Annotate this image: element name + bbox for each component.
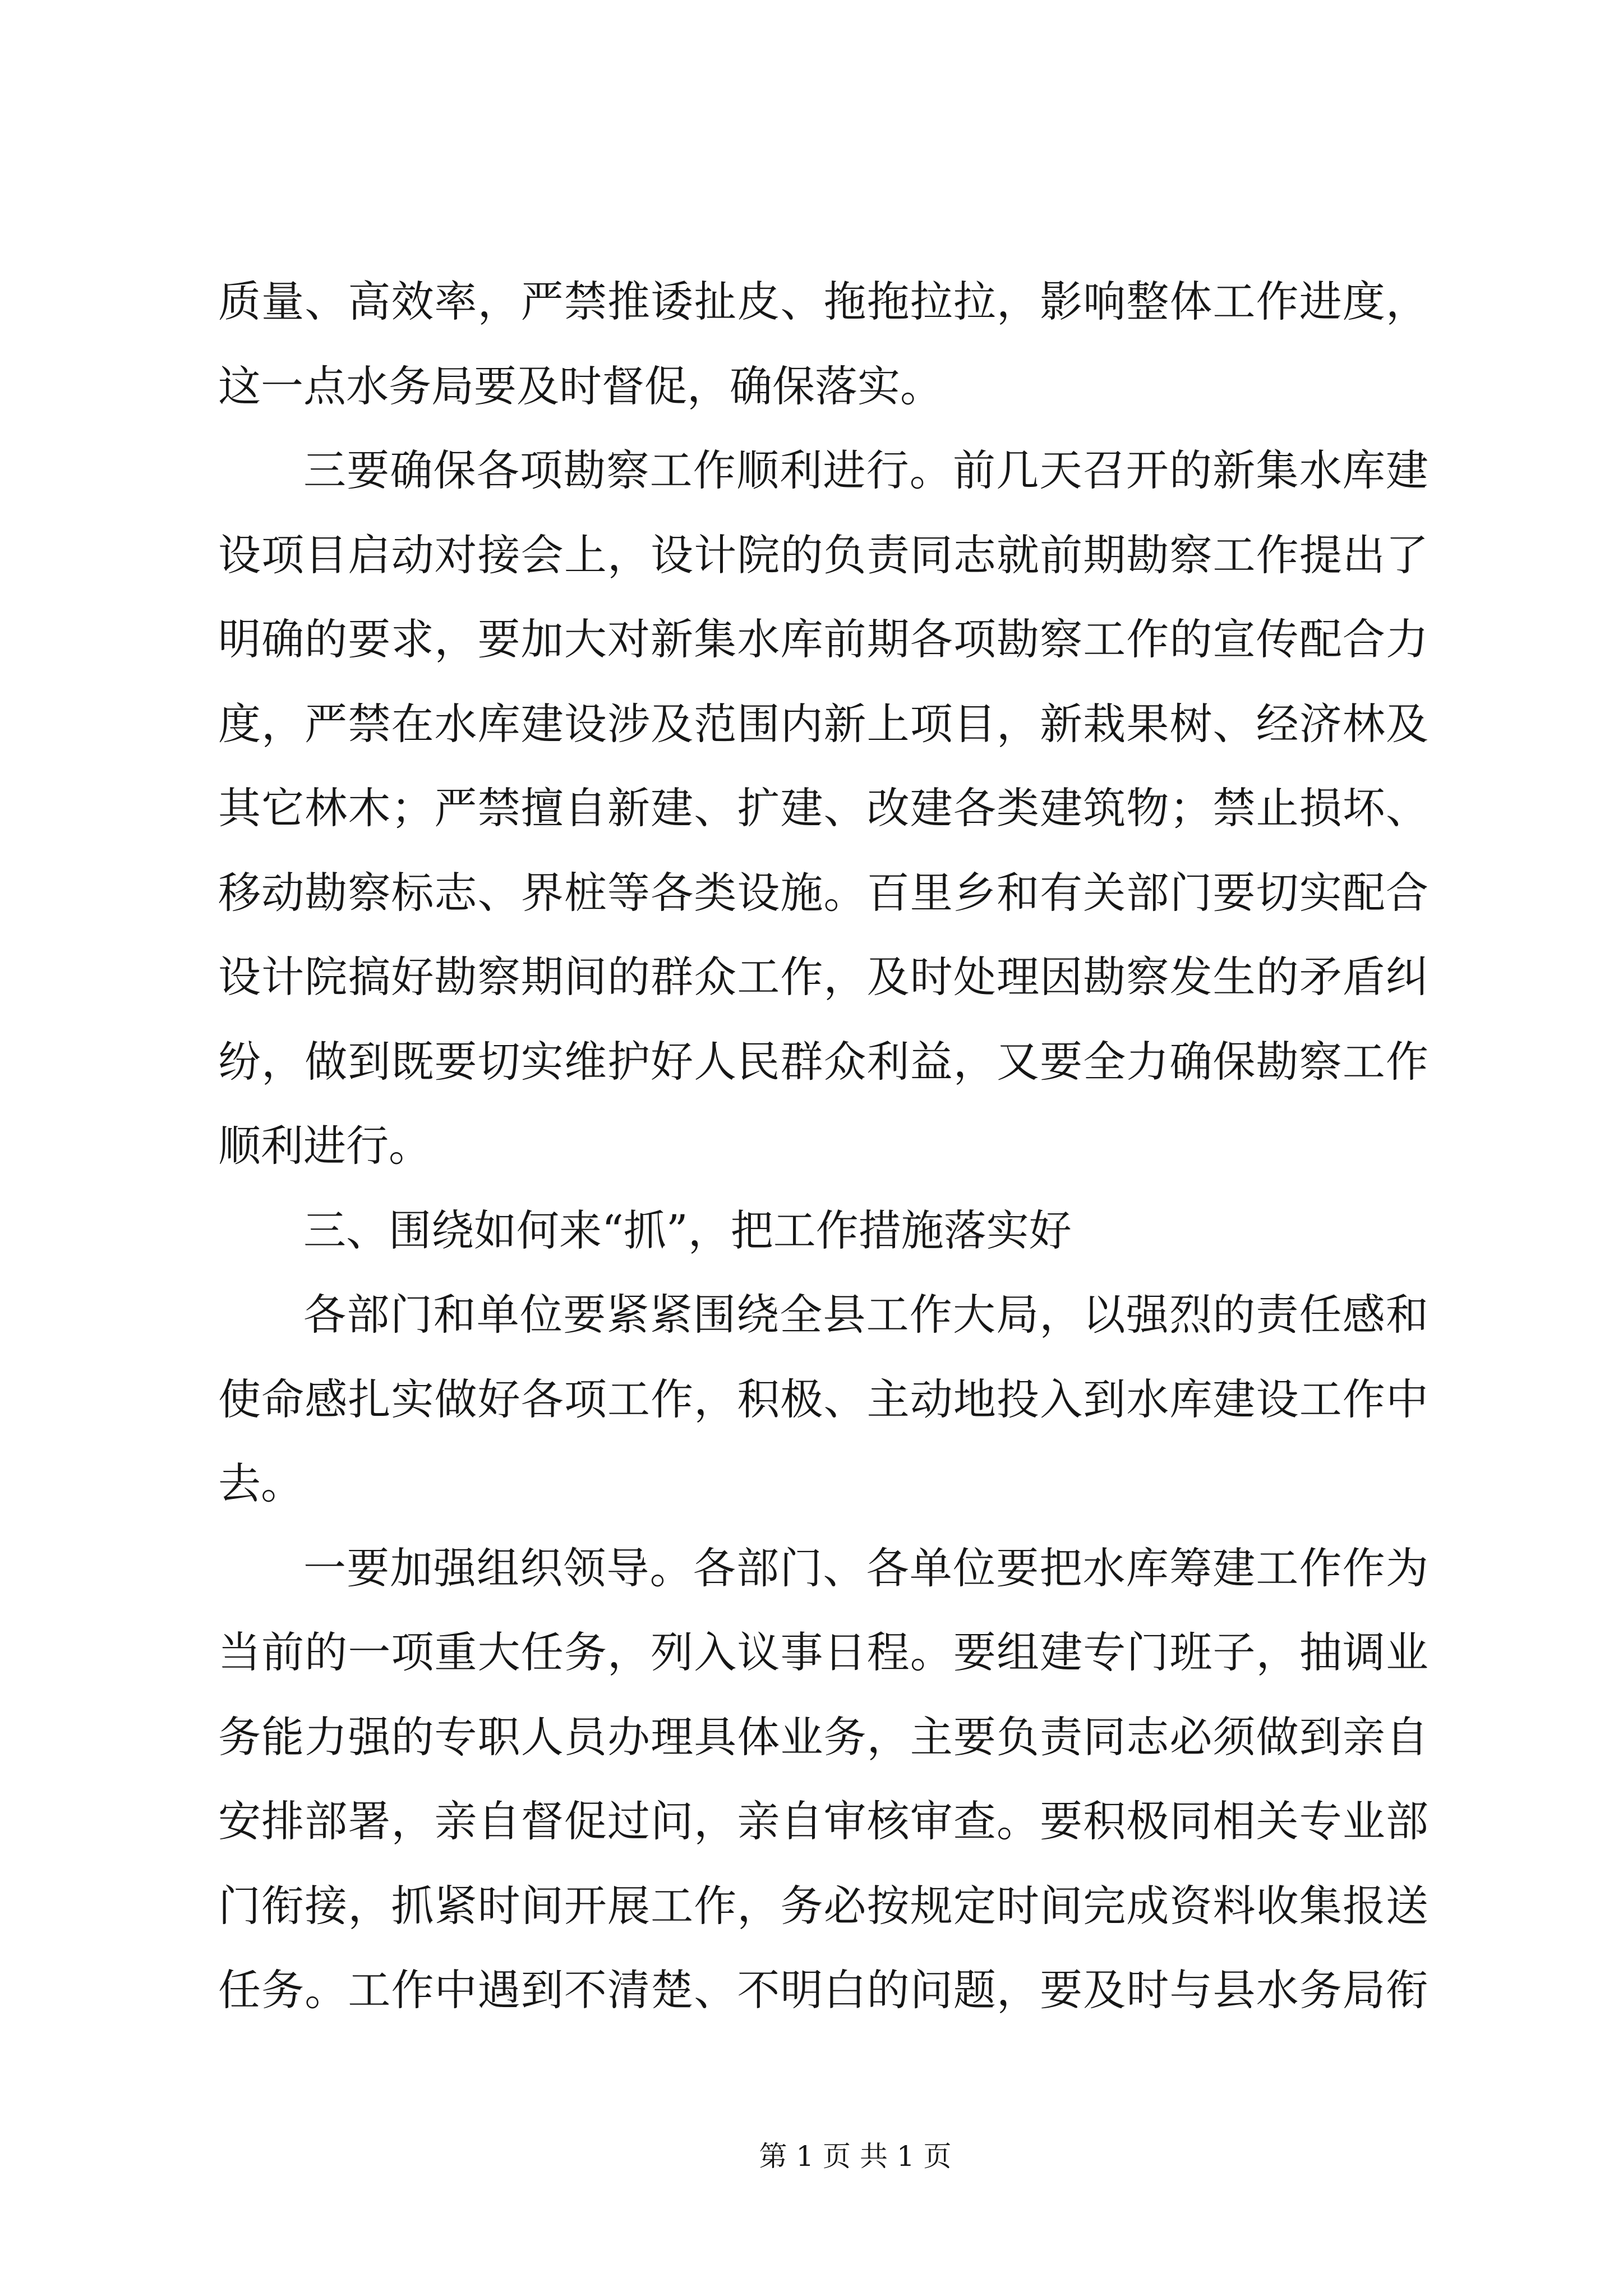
paragraph-continuation [218,260,1428,429]
body-line: 任务。工作中遇到不清楚、不明白的问题，要及时与县水务局衔 [218,1965,1428,2015]
body-line: 度，严禁在水库建设涉及范围内新上项目，新栽果树、经济林及 [218,698,1428,749]
body-line: 各部门和单位要紧紧围绕全县工作大局，以强烈的责任感和 [303,1290,1428,1340]
document-body [218,260,1428,2033]
body-line: 这一点水务局要及时督促，确保落实。 [218,361,943,411]
body-line: 门衔接，抓紧时间开展工作，务必按规定时间完成资料收集报送 [218,1880,1428,1931]
body-line: 纷，做到既要切实维护好人民群众利益，又要全力确保勘察工作 [218,1036,1428,1087]
body-line: 设计院搞好勘察期间的群众工作，及时处理因勘察发生的矛盾纠 [218,952,1428,1002]
body-line: 一要加强组织领导。各部门、各单位要把水库筹建工作作为 [303,1543,1428,1593]
body-line: 三要确保各项勘察工作顺利进行。前几天召开的新集水库建 [303,445,1428,495]
body-line: 当前的一项重大任务，列入议事日程。要组建专门班子，抽调业 [218,1627,1428,1677]
body-line: 设项目启动对接会上，设计院的负责同志就前期勘察工作提出了 [218,530,1428,580]
body-line: 其它林木；严禁擅自新建、扩建、改建各类建筑物；禁止损坏、 [218,783,1428,833]
body-line: 去。 [218,1458,303,1508]
body-line: 明确的要求，要加大对新集水库前期各项勘察工作的宣传配合力 [218,614,1428,664]
body-line: 移动勘察标志、界桩等各类设施。百里乡和有关部门要切实配合 [218,867,1428,918]
body-line: 使命感扎实做好各项工作，积极、主动地投入到水库建设工作中 [218,1374,1428,1424]
body-line: 安排部署，亲自督促过问，亲自审核审查。要积极同相关专业部 [218,1796,1428,1846]
page-footer: 第 1 页 共 1 页 [759,2140,952,2173]
body-line: 质量、高效率，严禁推诿扯皮、拖拖拉拉，影响整体工作进度， [218,277,1428,326]
heading-line: 三、围绕如何来“抓”，把工作措施落实好 [303,1205,1072,1255]
body-line: 务能力强的专职人员办理具体业务，主要负责同志必须做到亲自 [218,1711,1428,1762]
paragraph [218,429,1428,1189]
paragraph [218,1273,1428,1526]
section-heading [218,1189,1428,1273]
paragraph [218,1526,1428,2033]
body-line: 顺利进行。 [218,1121,431,1171]
